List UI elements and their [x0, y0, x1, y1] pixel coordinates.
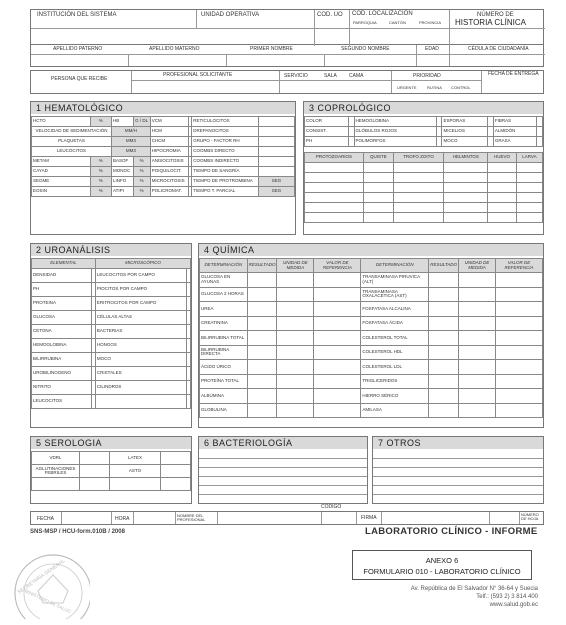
- cell-quim-r: COLESTEROL TOTAL: [361, 331, 429, 346]
- address-line1: Av. República de El Salvador N° 36-64 y Suecia: [410, 586, 538, 592]
- label-prof-solicitante: PROFESIONAL SOLICITANTE: [163, 72, 233, 78]
- cell-uro-l: CETONA: [32, 325, 92, 339]
- cell-vsg: VELOCIDAD DE SEDIMENTACIÓN: [32, 127, 112, 137]
- footer-row: [30, 511, 544, 525]
- unit: SEG: [259, 187, 295, 197]
- cell-segme: SEGME: [32, 177, 91, 187]
- cell-uro-r: HONGOS: [95, 339, 186, 353]
- cell-coombs-d: COOMBS DIRECTO: [192, 147, 259, 157]
- cell-vdrl: VDRL: [32, 452, 80, 465]
- head-helmintos: HELMINTOS: [444, 153, 488, 163]
- label-persona-recibe: PERSONA QUE RECIBE: [51, 76, 108, 82]
- label-unidad: UNIDAD OPERATIVA: [201, 12, 260, 18]
- cell-uro-l: PH: [32, 283, 92, 297]
- cell-eosin: EOSIN: [32, 187, 91, 197]
- cell-quim-r: COLESTEROL LDL: [361, 360, 429, 375]
- cell-quim-l: ÁCIDO ÚRICO: [200, 360, 248, 375]
- section-bacteriologia: [198, 436, 368, 504]
- cell-hemoglobina: HEMOGLOBINA: [354, 117, 436, 127]
- cell-quim-l: GLUCOSA 2 HORAS: [200, 287, 248, 302]
- cell-uro-l: UROBILINOGENO: [32, 367, 92, 381]
- cell-uro-r: [95, 395, 186, 409]
- section-hematologico: [30, 101, 296, 235]
- head-resultado: RESULTADO: [247, 259, 277, 273]
- unit: %: [133, 157, 150, 167]
- cell-quim-l: PROTEÍNA TOTAL: [200, 374, 248, 389]
- cell-color: COLOR: [305, 117, 349, 127]
- cell-atipi: ATIPI: [111, 187, 133, 197]
- cell-uro-l: GLUCOSA: [32, 311, 92, 325]
- cell-globulos: GLÓBULOS ROJOS: [354, 127, 436, 137]
- unit: %: [90, 167, 111, 177]
- unit: %: [90, 187, 111, 197]
- label-ap-materno: APELLIDO MATERNO: [149, 46, 200, 52]
- label-parroquia: PARROQUIA: [353, 20, 377, 25]
- label-cod-loc: COD. LOCALIZACIÓN: [352, 11, 413, 17]
- cell-coombs-i: COOMBS INDIRECTO: [192, 157, 259, 167]
- label-control: CONTROL: [451, 85, 471, 90]
- cell-grasa: GRASA: [493, 137, 537, 147]
- cell-quim-r: FOSFATASA ALCALINA: [361, 302, 429, 317]
- seal-icon: [8, 553, 90, 619]
- label-fecha: FECHA: [37, 516, 54, 522]
- label-institucion: INSTITUCIÓN DEL SISTEMA: [37, 12, 117, 18]
- head-determinacion: DETERMINACIÓN: [200, 259, 248, 273]
- cell-uro-r: LEUCOCITOS POR CAMPO: [95, 269, 186, 283]
- hemato-title: 1 HEMATOLÓGICO: [31, 102, 295, 114]
- cell-uro-l: PROTEINA: [32, 297, 92, 311]
- cell-metam: METAM: [32, 157, 91, 167]
- label-hora: HORA: [115, 516, 130, 522]
- section-uroanalisis: [30, 243, 192, 428]
- cell-esporas: ESPORAS: [442, 117, 488, 127]
- cell-hipocromia: HIPOCROMIA: [150, 147, 188, 157]
- cell-quim-r: TRIGLICERIDOS: [361, 374, 429, 389]
- form-title: LABORATORIO CLÍNICO - INFORME: [365, 526, 538, 537]
- label-nombre-prof: NOMBRE DEL PROFESIONAL: [177, 513, 206, 523]
- cell-latex: LATEX: [110, 452, 161, 465]
- hemato-table: [31, 116, 295, 197]
- cell-almidon: ALMIDÓN: [493, 127, 537, 137]
- cell-hb: HB: [111, 117, 133, 127]
- section-coprologico: [303, 101, 544, 235]
- section-otros: [372, 436, 544, 504]
- head-determinacion: DETERMINACIÓN: [361, 259, 429, 273]
- cell-linfo: LINFO: [111, 177, 133, 187]
- label-prioridad: PRIORIDAD: [413, 73, 441, 79]
- section-quimica: [198, 243, 544, 428]
- cell-uro-l: DENSIDAD: [32, 269, 92, 283]
- cell-uro-r: BACTERIAS: [95, 325, 186, 339]
- cell-quim-l: CREATININA: [200, 316, 248, 331]
- head-valor-ref: VALOR DE REFERENCIA: [314, 259, 361, 273]
- cell-quim-l: GLUCOSA EN AYUNAS: [200, 273, 248, 288]
- unit: %: [90, 117, 111, 127]
- cell-aglutinaciones: AGLUTINACIONES FEBRILES: [32, 465, 80, 478]
- label-segundo-nombre: SEGUNDO NOMBRE: [341, 46, 390, 52]
- sero-title: 5 SEROLOGIA: [31, 437, 191, 449]
- cell-t-sangria: TIEMPO DE SANGRÍA: [192, 167, 259, 177]
- unit: MM3: [111, 137, 150, 147]
- label-numero-hoja: NÚMERO DE HOJA: [521, 512, 539, 522]
- address-line3: www.salud.gob.ec: [489, 601, 538, 608]
- unit: %: [90, 177, 111, 187]
- sero-table: [31, 451, 191, 491]
- cell-ph: PH: [305, 137, 349, 147]
- uro-table: [31, 258, 191, 409]
- cell-leucocitos: LEUCOCITOS: [32, 147, 112, 157]
- unit: MM3: [111, 147, 150, 157]
- cell-chcm: CHCM: [150, 137, 188, 147]
- label-historia: HISTORIA CLÍNICA: [455, 18, 526, 27]
- cell-vcm: VCM: [150, 117, 188, 127]
- head-protozoarios: PROTOZOARIOS: [305, 153, 364, 163]
- cell-quim-r: FOSFATASA ÁCIDA: [361, 316, 429, 331]
- anexo-line1: ANEXO 6: [425, 556, 459, 565]
- cell-quim-r: COLESTEROL HDL: [361, 345, 429, 360]
- anexo-box: [352, 550, 532, 580]
- label-rutina: RUTINA: [427, 85, 442, 90]
- svg-text:SECRETARIA GENERAL: SECRETARIA GENERAL: [16, 558, 67, 596]
- cell-fibras: FIBRAS: [493, 117, 537, 127]
- copro-title: 3 COPROLÓGICO: [304, 102, 543, 114]
- cell-t-protrombina: TIEMPO DE PROTROMBINA: [192, 177, 259, 187]
- head-huevo: HUEVO: [488, 153, 517, 163]
- label-canton: CANTÓN: [389, 20, 406, 25]
- uro-title: 2 UROANÁLISIS: [31, 244, 191, 256]
- head-larva: LARVA: [516, 153, 542, 163]
- label-numero: NÚMERO DE: [477, 12, 514, 18]
- label-servicio: SERVICIO: [284, 73, 308, 79]
- unit: %: [133, 177, 150, 187]
- head-resultado: RESULTADO: [429, 259, 459, 273]
- cell-uro-r: PIOCITOS POR CAMPO: [95, 283, 186, 297]
- cell-moco: MOCO: [442, 137, 488, 147]
- cell-plaquetas: PLAQUETAS: [32, 137, 112, 147]
- label-cama: CAMA: [349, 73, 364, 79]
- cell-quim-r: TRANSAMINASA OXALACETICA (AST): [361, 287, 429, 302]
- bact-title: 6 BACTERIOLOGÍA: [199, 437, 367, 449]
- cell-monoc: MONOC: [111, 167, 133, 177]
- head-elemental: ELEMENTAL: [32, 259, 96, 269]
- cell-quim-r: HIERRO SÉRICO: [361, 389, 429, 404]
- cell-reticulocitos: RETICULOCITOS: [192, 117, 259, 127]
- head-trofozoito: TROFO ZOITO: [393, 153, 444, 163]
- cell-policromat: POLICROMAT.: [150, 187, 188, 197]
- otros-title: 7 OTROS: [373, 437, 543, 449]
- cell-uro-r: CRISTALES: [95, 367, 186, 381]
- cell-uro-r: MOCO: [95, 353, 186, 367]
- head-unidad: UNIDAD DE MEDIDA: [459, 259, 496, 273]
- label-firma: FIRMA: [361, 515, 377, 521]
- cell-quim-l: UREA: [200, 302, 248, 317]
- cell-quim-l: BILIRRUBINA DIRECTA: [200, 345, 248, 360]
- cell-uro-l: HEMOGLOBINA: [32, 339, 92, 353]
- label-urgente: URGENTE: [397, 85, 417, 90]
- cell-cayad: CAYAD: [32, 167, 91, 177]
- cell-hcm: HCM: [150, 127, 188, 137]
- cell-t-parcial: TIEMPO T. PARCIAL: [192, 187, 259, 197]
- cell-microcitosis: MICROCITOSIS: [150, 177, 188, 187]
- cell-polimorfos: POLIMORFOS: [354, 137, 436, 147]
- cell-poiquilocit: POIQUILOCIT.: [150, 167, 188, 177]
- label-sala: SALA: [324, 73, 337, 79]
- unit: MM/H: [111, 127, 150, 137]
- label-edad: EDAD: [425, 46, 439, 52]
- unit: %: [133, 167, 150, 177]
- unit: SEG: [259, 177, 295, 187]
- cell-uro-l: LEUCOCITOS: [32, 395, 92, 409]
- parasite-table: [304, 152, 543, 223]
- copro-table: [304, 116, 543, 147]
- quim-title: 4 QUÍMICA: [199, 244, 543, 256]
- label-fecha-entrega: FECHA DE ENTREGA: [488, 71, 539, 77]
- unit: G / DL: [133, 117, 150, 127]
- cell-uro-l: BILIRRUBINA: [32, 353, 92, 367]
- label-primer-nombre: PRIMER NOMBRE: [250, 46, 293, 52]
- label-cod-uo: COD. UO: [317, 12, 343, 18]
- label-codigo: CODIGO: [321, 504, 342, 510]
- cell-uro-r: CÉLULAS ALTAS: [95, 311, 186, 325]
- unit: %: [90, 157, 111, 167]
- form-code: SNS-MSP / HCU-form.010B / 2008: [30, 529, 125, 535]
- head-quiste: QUISTE: [363, 153, 393, 163]
- section-serologia: [30, 436, 192, 504]
- cell-micelios: MICELIOS: [442, 127, 488, 137]
- head-unidad: UNIDAD DE MEDIDA: [277, 259, 314, 273]
- quim-table: [199, 258, 543, 418]
- cell-grupo: GRUPO - FACTOR RH: [192, 137, 259, 147]
- head-valor-ref: VALOR DE REFERENCIA: [495, 259, 542, 273]
- request-box: [30, 70, 544, 94]
- label-ap-paterno: APELLIDO PATERNO: [53, 46, 103, 52]
- label-provincia: PROVINCIA: [419, 20, 442, 25]
- address: [352, 586, 538, 609]
- cell-quim-r: AMILASA: [361, 403, 429, 418]
- svg-text:MINISTERIO DE SALUD: MINISTERIO DE SALUD: [24, 588, 72, 615]
- cell-quim-l: GLOBULINA: [200, 403, 248, 418]
- cell-consist: CONSIST.: [305, 127, 349, 137]
- cell-hcto: HCTO: [32, 117, 91, 127]
- cell-drepanocitos: DREPANOCITOS: [192, 127, 259, 137]
- cell-quim-r: TRANSAMINASA PIRUVICA (ALT): [361, 273, 429, 288]
- anexo-line2: FORMULARIO 010 - LABORATORIO CLÍNICO: [363, 567, 521, 576]
- cell-quim-l: ALBÚMINA: [200, 389, 248, 404]
- cell-basof: BASOF: [111, 157, 133, 167]
- label-cedula: CÉDULA DE CIUDADANÍA: [468, 46, 529, 52]
- address-line2: Telf.: (593 2) 3 814 400: [476, 593, 538, 600]
- official-seal: [8, 553, 90, 619]
- cell-uro-r: CILINDROS: [95, 381, 186, 395]
- unit: %: [133, 187, 150, 197]
- cell-quim-l: BILIRRUBINA TOTAL: [200, 331, 248, 346]
- head-microscopico: MICROSCÓPICO: [95, 259, 190, 269]
- cell-uro-r: ERITROCITOS POR CAMPO: [95, 297, 186, 311]
- cell-uro-l: NITRITO: [32, 381, 92, 395]
- cell-anisocitosis: ANISOCITOSIS: [150, 157, 188, 167]
- cell-asto: ASTO: [110, 465, 161, 478]
